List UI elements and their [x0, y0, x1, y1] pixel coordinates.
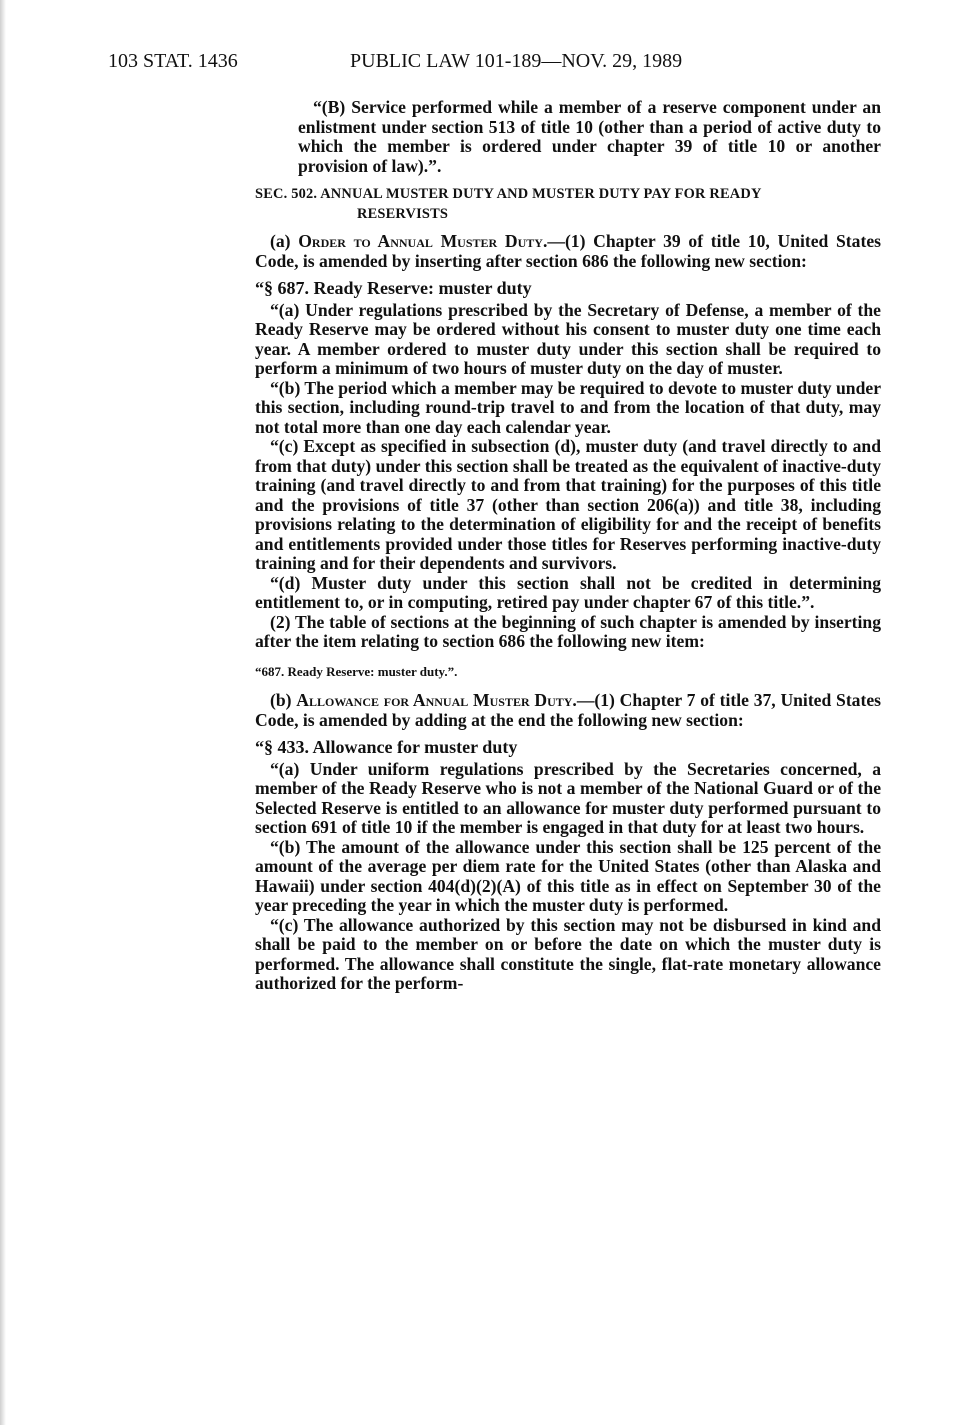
section-433-c: “(c) The allowance authorized by this section may not be disbursed in kind and shall be paid to the member on or before the date on which the muster duty is performed. The allowance shall constitute the single, flat-rate monetary allowance authorized for the perform- — [255, 914, 881, 993]
subsection-a-text: —(1) Chapter 39 of title 10, United States Code, is amended by inserting after section 686 the following new section: — [255, 231, 881, 271]
paragraph-2: (2) The table of sections at the beginning of such chapter is amended by inserting after the item relating to section 686 the following new item: — [255, 611, 881, 651]
scan-edge-shadow — [0, 0, 6, 1425]
subsection-a-heading: Order to Annual Muster Duty. — [298, 231, 548, 251]
section-433-heading: “§ 433. Allowance for muster duty — [255, 737, 518, 757]
statute-page-number: 103 STAT. 1436 — [108, 50, 238, 72]
section-label: SEC. 502. — [255, 186, 318, 202]
paragraph-b-prior: “(B) Service performed while a member of a reserve component under an enlistment under section 513 of title 10 (other than a period of active duty to which the member is ordered under chapter 39 of title 10 or another provision of law).”. — [298, 97, 881, 176]
subsection-b — [255, 691, 881, 730]
table-of-sections-item: “687. Ready Reserve: muster duty.”. — [255, 663, 458, 679]
section-687-d: “(d) Muster duty under this section shall not be credited in determining entitlement to, or in computing, retired pay under chapter 67 of this title.”. — [255, 572, 881, 612]
section-687-a: “(a) Under regulations prescribed by the Secretary of Defense, a member of the Ready Reserve may be ordered without his consent to muster duty one time each year. A member ordered to muster duty under this section shall be required to perform a minimum of two hours of muster duty on the day of muster. — [255, 299, 881, 378]
section-433-b: “(b) The amount of the allowance under this section shall be 125 percent of the amount of the average per diem rate for the United States (other than Alaska and Hawaii) under section 404(d)(2)(A) of this title as in effect on September 30 of the year preceding the year in which the muster duty is performed. — [255, 836, 881, 915]
section-433-a: “(a) Under uniform regulations prescribed by the Secretaries concerned, a member of the Ready Reserve who is not a member of the National Guard or of the Selected Reserve is entitled to an allowance for muster duty performed pursuant to section 691 of title 10 if the member is engaged in that duty for at least two hours. — [255, 758, 881, 837]
subsection-b-text: —(1) Chapter 7 of title 37, United States Code, is amended by adding at the end the following new section: — [255, 690, 881, 730]
section-687-c: “(c) Except as specified in subsection (d), muster duty (and travel directly to and from that duty) under this section shall be treated as the equivalent of inactive-duty training (and travel directly to and from that training) for the purposes of this title and the provisions of title 37 (other than section 206(a)) and title 38, including provisions relating to the determination of eligibility for and the receipt of benefits and entitlements provided under those titles for Reserves performing inactive-duty training and for their dependents and survivors. — [255, 436, 881, 573]
subsection-b-label: (b) — [270, 690, 297, 710]
body-text — [255, 98, 881, 994]
section-title — [255, 184, 881, 224]
section-title-line2: RESERVISTS — [357, 206, 449, 222]
subsection-a — [255, 232, 881, 271]
subsection-b-heading: Allowance for Annual Muster Duty. — [296, 690, 577, 710]
subsection-a-label: (a) — [270, 231, 299, 251]
section-687-b: “(b) The period which a member may be required to devote to muster duty under this section, including round-trip travel to and from the location of that duty, may not total more than one day each calendar year. — [255, 377, 881, 437]
section-title-line1: ANNUAL MUSTER DUTY AND MUSTER DUTY PAY FOR READY — [320, 186, 762, 202]
running-header: PUBLIC LAW 101-189—NOV. 29, 1989 — [350, 50, 683, 72]
section-687-heading: “§ 687. Ready Reserve: muster duty — [255, 278, 532, 298]
